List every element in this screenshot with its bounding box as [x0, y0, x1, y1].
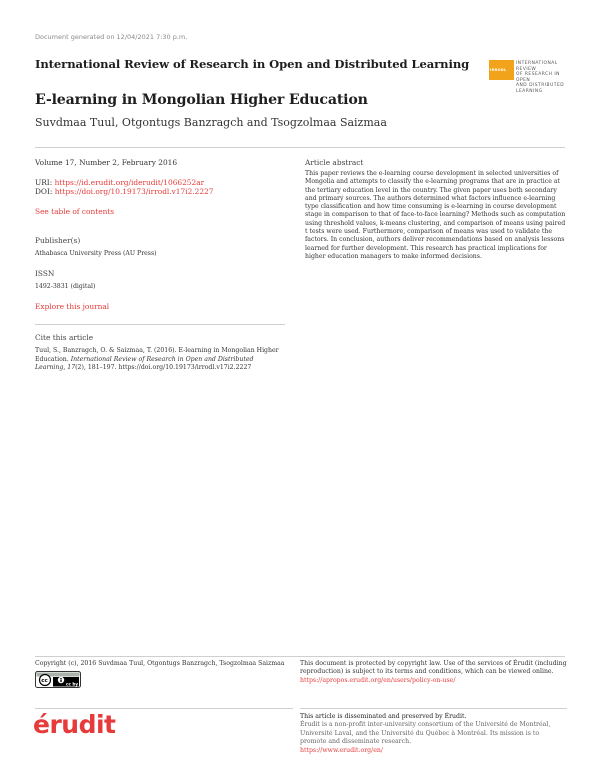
irrodl-logo — [489, 60, 567, 94]
copyright: Copyright (c), 2016 Suvdmaa Tuul, Otgontugs Banzragch, Tsogzolmaa Saizmaa — [35, 660, 285, 667]
publisher-label: Publisher(s) — [35, 236, 81, 245]
cite-divider — [35, 324, 285, 325]
cc-by-badge[interactable] — [35, 671, 81, 688]
doi-row: DOI: https://doi.org/10.19173/irrodl.v17i2.2227 — [35, 187, 214, 196]
journal-title: International Review of Research in Open and Distributed Learning — [35, 57, 470, 71]
issue-info: Volume 17, Number 2, February 2016 — [35, 158, 178, 167]
toc-link[interactable]: See table of contents — [35, 207, 115, 216]
logo-mark: IRRODL — [489, 60, 514, 80]
footer-divider — [35, 656, 565, 657]
erudit-notice — [300, 713, 567, 755]
cite-label: Cite this article — [35, 333, 94, 342]
policy-link[interactable]: https://apropos.erudit.org/en/users/policy-on-use/ — [300, 676, 456, 684]
footer-divider-right — [300, 708, 567, 709]
uri-row: URI: https://id.erudit.org/iderudit/1066252ar — [35, 178, 205, 187]
protected-notice: This document is protected by copyright law. Use of the services of Érudit (including reproduction) is subject to its terms and conditions, which can be viewed online. https://apropos.erudit.org/en/users/policy-on-use/ — [300, 660, 567, 684]
logo-words: INTERNATIONAL REVIEW OF RESEARCH IN OPEN AND DISTRIBUTED LEARNING — [516, 61, 565, 94]
abstract-label: Article abstract — [305, 158, 364, 167]
issn-value: 1492-3831 (digital) — [35, 283, 96, 290]
explore-journal-link[interactable]: Explore this journal — [35, 302, 110, 311]
doi-link[interactable]: https://doi.org/10.19173/irrodl.v17i2.2227 — [54, 187, 214, 196]
issn-label: ISSN — [35, 269, 55, 278]
article-title: E-learning in Mongolian Higher Education — [35, 92, 368, 108]
citation-text: Tuul, S., Banzragch, O. & Saizmaa, T. (2016). E-learning in Mongolian Higher Education. International Review of Research in Open and Distributed Learning, 17(2), 181–197. https://doi.org/10.19173/irrodl.v17i2.2227 — [35, 347, 279, 372]
footer-divider-left — [35, 708, 293, 709]
erudit-description: Érudit is a non-profit inter-university consortium of the Université de Montréal, Université Laval, and the Université du Québec à Montréal. Its mission is to promote and disseminate research. — [300, 721, 551, 746]
divider — [35, 147, 565, 148]
svg-text:cc: cc — [41, 678, 48, 684]
cc-badge-label: cc by — [66, 681, 79, 687]
generated-date: Document generated on 12/04/2021 7:30 p.m. — [35, 33, 188, 41]
erudit-link[interactable]: https://www.erudit.org/en/ — [300, 746, 383, 754]
erudit-logo: érudit — [33, 710, 116, 739]
article-authors: Suvdmaa Tuul, Otgontugs Banzragch and Tsogzolmaa Saizmaa — [35, 116, 387, 129]
abstract-text: This paper reviews the e-learning course development in selected universities of Mongolia and attempts to classify the e-learning programs that are in practice at the tertiary education level in the country. The given paper uses both secondary and primary sources. The authors determined what factors influence e-learning type classification and how time consuming is e-learning in course development stage in comparison to that of face-to-face learning? Methods such as computation using threshold values, k-means clustering, and comparison of means using paired t tests were used. Furthermore, comparison of means was used to validate the factors. In conclusion, authors deliver recommendations based on analysis lessons learned for further development. This research has practical implications for higher education managers to make informed decisions. — [305, 170, 566, 260]
publisher-value: Athabasca University Press (AU Press) — [35, 250, 157, 257]
disseminated-heading: This article is disseminated and preserved by Érudit. — [300, 713, 467, 720]
uri-link[interactable]: https://id.erudit.org/iderudit/1066252ar — [54, 178, 205, 187]
